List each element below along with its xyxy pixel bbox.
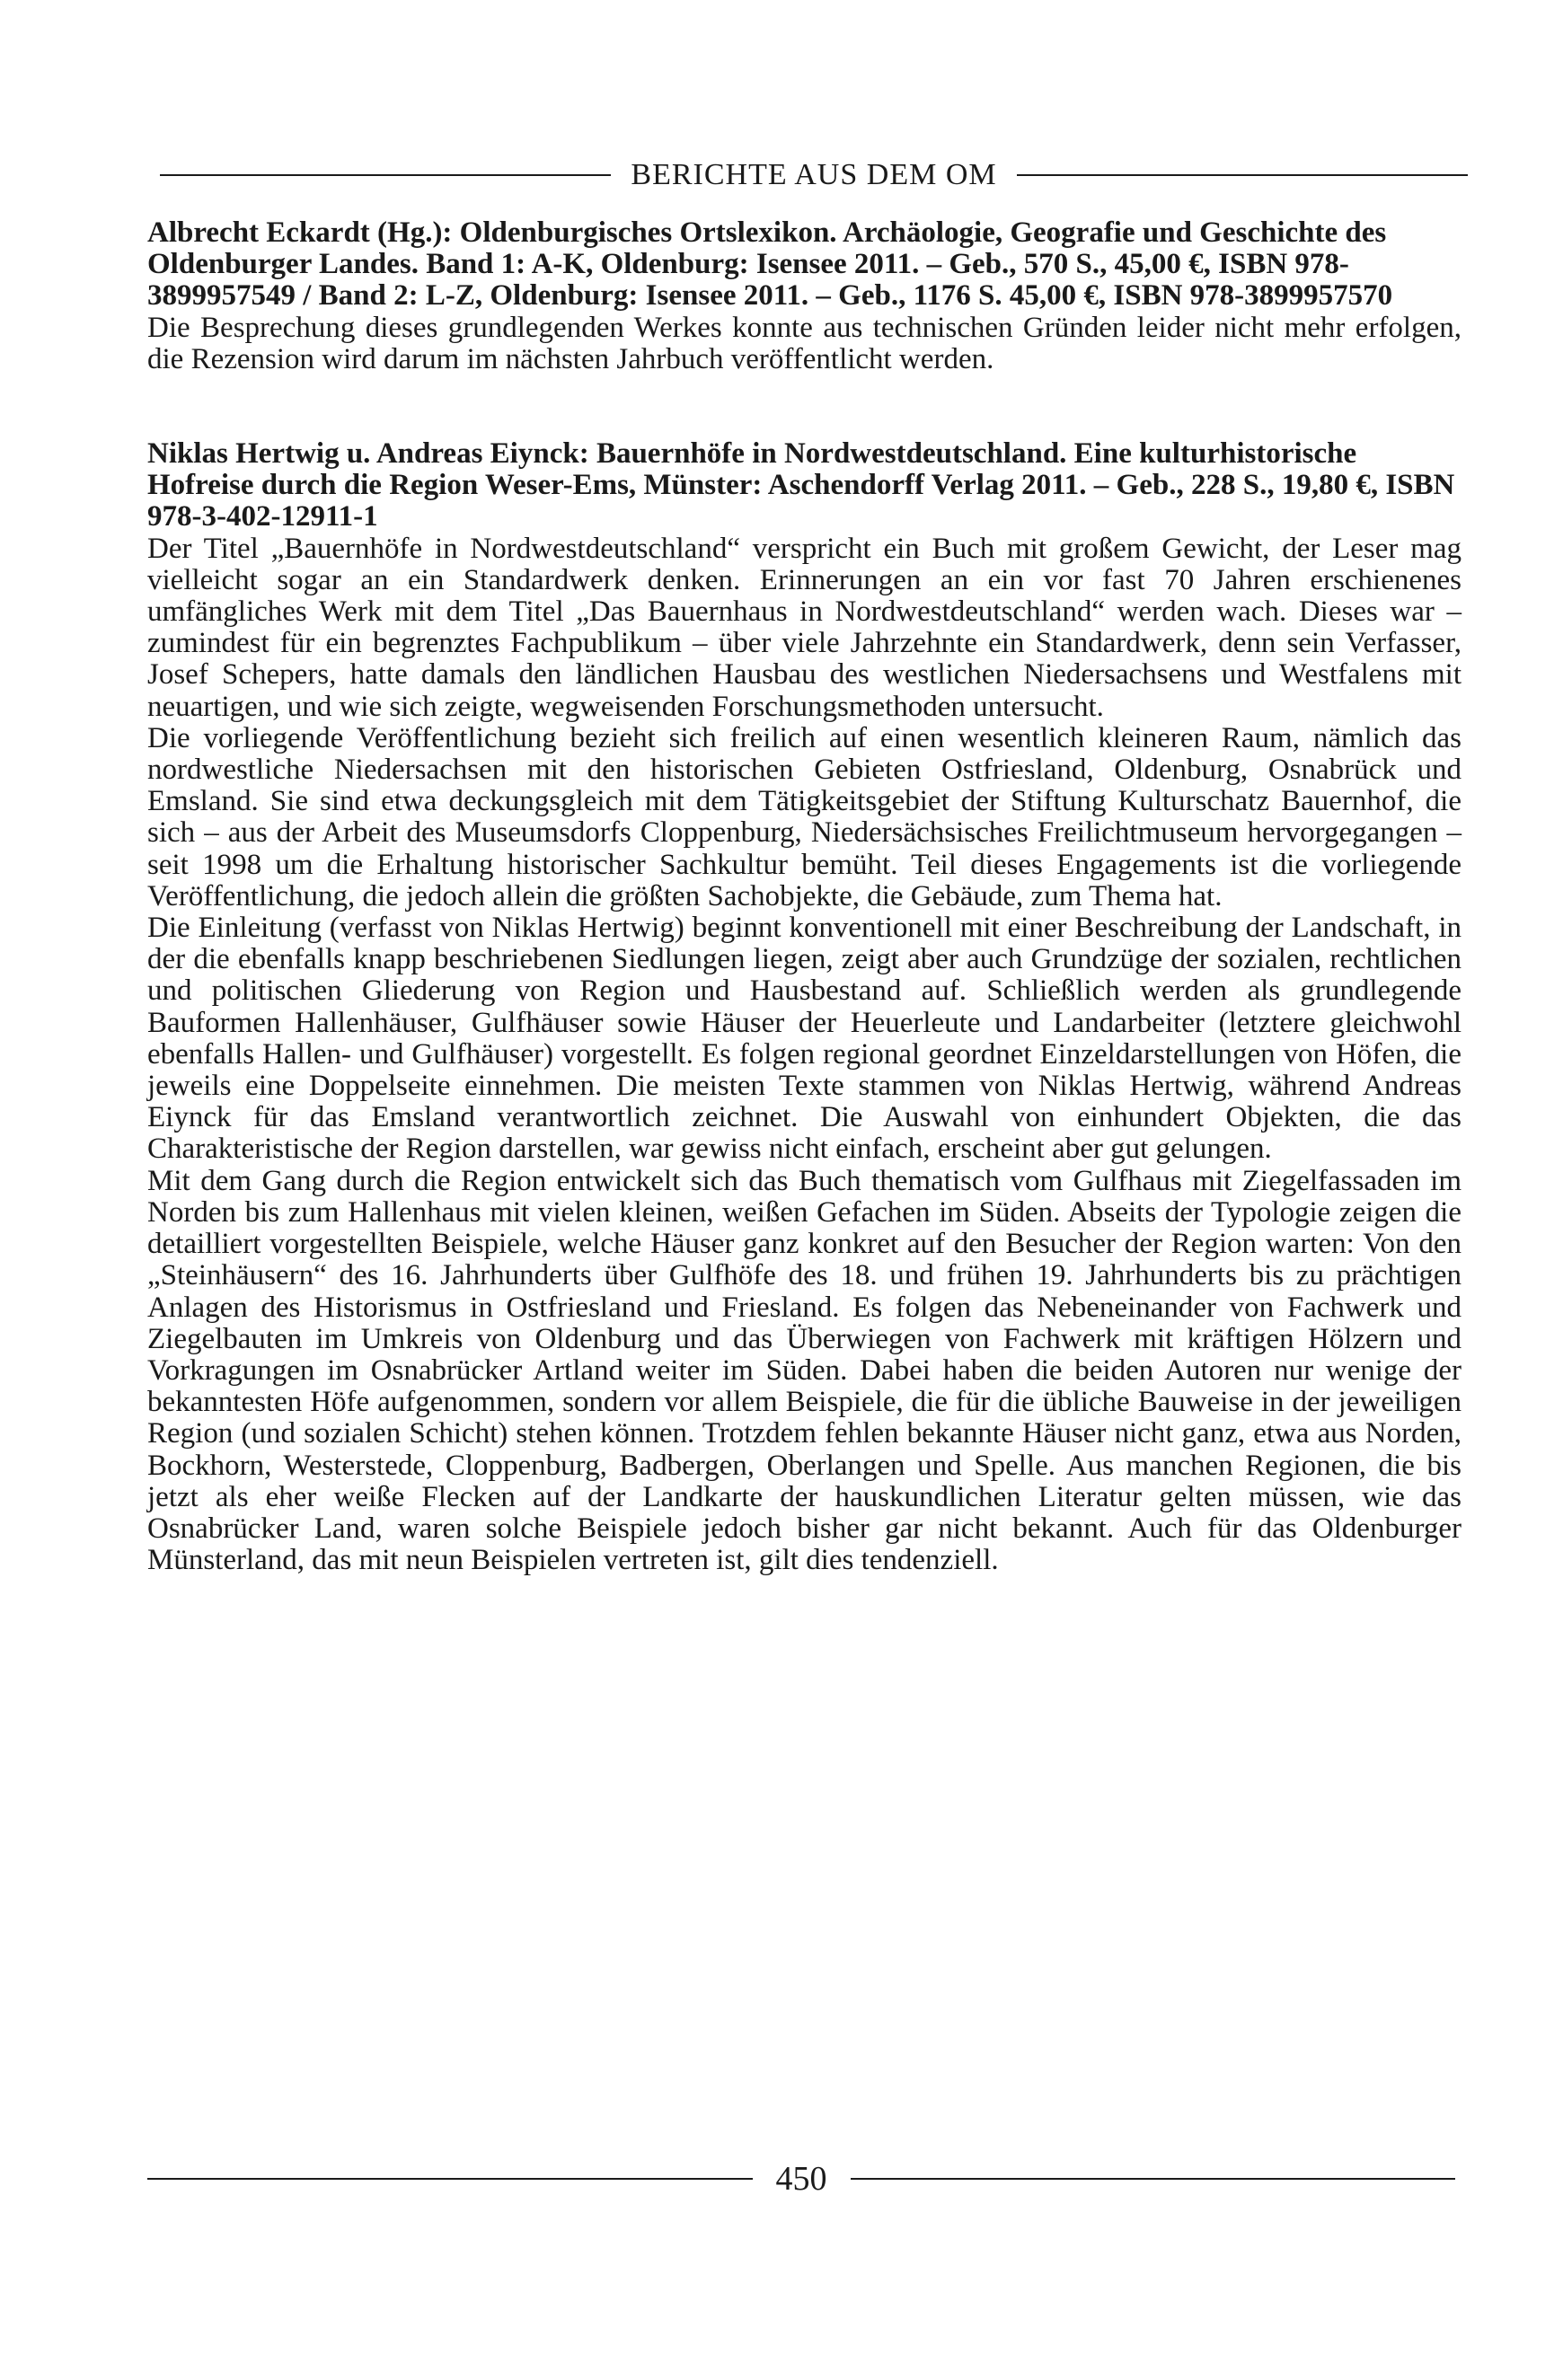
running-title: BERICHTE AUS DEM OM — [631, 158, 997, 191]
running-header — [160, 160, 1468, 190]
review-bibliographic-heading: Albrecht Eckardt (Hg.): Oldenburgisches Ortslexikon. Archäologie, Geografie und Geschichte des Oldenburger Landes. Band 1: A-K, Oldenburg: Isensee 2011. – Geb., 570 S., 45,00 €, ISBN 978-3899957549 / Band 2: L-Z, Oldenburg: Isensee 2011. – Geb., 1176 S. 45,00 €, ISBN 978-3899957570 — [147, 216, 1393, 313]
page-content — [147, 217, 1461, 1576]
review-bibliographic-heading: Niklas Hertwig u. Andreas Eiynck: Bauernhöfe in Nordwestdeutschland. Eine kulturhistorische Hofreise durch die Region Weser-Ems, Münster: Aschendorff Verlag 2011. – Geb., 228 S., 19,80 €, ISBN 978-3-402-12911-1 — [147, 437, 1455, 533]
page-footer — [147, 2162, 1455, 2196]
footer-rule-left — [147, 2178, 753, 2180]
review-paragraph: Die Einleitung (verfasst von Niklas Hertwig) beginnt konventionell mit einer Beschreibung der Landschaft, in der die ebenfalls knapp beschriebenen Siedlungen liegen, zeigt aber auch Grundzüge der sozialen, rechtlichen und politischen Gliederung von Region und Hausbestand auf. Schließlich werden als grundlegende Bauformen Hallenhäuser, Gulfhäuser sowie Häuser der Heuerleute und Landarbeiter (letztere gleichwohl ebenfalls Hallen- und Gulfhäuser) vorgestellt. Es folgen regional geordnet Einzeldarstellungen von Höfen, die jeweils eine Doppelseite einnehmen. Die meisten Texte stammen von Niklas Hertwig, während Andreas Eiynck für das Emsland verantwortlich zeichnet. Die Auswahl von einhundert Objekten, die das Charakteristische der Region darstellen, war gewiss nicht einfach, erscheint aber gut gelungen. — [147, 912, 1461, 1166]
footer-rule-right — [851, 2178, 1456, 2180]
review-ortslexikon — [147, 217, 1461, 375]
header-rule-left — [160, 174, 611, 176]
review-bauernhoefe — [147, 438, 1461, 1576]
review-paragraph: Die vorliegende Veröffentlichung bezieht sich freilich auf einen wesentlich kleineren Raum, nämlich das nordwestliche Niedersachsen mit den historischen Gebieten Ostfriesland, Oldenburg, Osnabrück und Emsland. Sie sind etwa deckungsgleich mit dem Tätigkeitsgebiet der Stiftung Kulturschatz Bauernhof, die sich – aus der Arbeit des Museumsdorfs Cloppenburg, Niedersächsisches Freilichtmuseum hervorgegangen – seit 1998 um die Erhaltung historischer Sachkultur bemüht. Teil dieses Engagements ist die vorliegende Veröffentlichung, die jedoch allein die größten Sachobjekte, die Gebäude, zum Thema hat. — [147, 721, 1461, 912]
review-paragraph: Die Besprechung dieses grundlegenden Werkes konnte aus technischen Gründen leider nicht mehr erfolgen, die Rezension wird darum im nächsten Jahrbuch veröffentlicht werden. — [147, 311, 1461, 375]
review-paragraph: Der Titel „Bauernhöfe in Nordwestdeutschland“ verspricht ein Buch mit großem Gewicht, der Leser mag vielleicht sogar an ein Standardwerk denken. Erinnerungen an ein vor fast 70 Jahren erschienenes umfängliches Werk mit dem Titel „Das Bauernhaus in Nordwestdeutschland“ werden wach. Dieses war – zumindest für ein begrenztes Fachpublikum – über viele Jahrzehnte ein Standardwerk, denn sein Verfasser, Josef Schepers, hatte damals den ländlichen Hausbau des westlichen Niedersachsens und Westfalens mit neuartigen, und wie sich zeigte, wegweisenden Forschungsmethoden untersucht. — [147, 532, 1461, 723]
page-number: 450 — [775, 2160, 827, 2198]
header-rule-right — [1017, 174, 1468, 176]
review-paragraph: Mit dem Gang durch die Region entwickelt sich das Buch thematisch vom Gulfhaus mit Ziegelfassaden im Norden bis zum Hallenhaus mit vielen kleinen, weißen Gefachen im Süden. Abseits der Typologie zeigen die detailliert vorgestellten Beispiele, welche Häuser ganz konkret auf den Besucher der Region warten: Von den „Steinhäusern“ des 16. Jahrhunderts über Gulfhöfe des 18. und frühen 19. Jahrhunderts bis zu prächtigen Anlagen des Historismus in Ostfriesland und Friesland. Es folgen das Nebeneinander von Fachwerk und Ziegelbauten im Umkreis von Oldenburg und das Überwiegen von Fachwerk mit kräftigen Hölzern und Vorkragungen im Osnabrücker Artland weiter im Süden. Dabei haben die beiden Autoren nur wenige der bekanntesten Höfe aufgenommen, sondern vor allem Beispiele, die für die übliche Bauweise in der jeweiligen Region (und sozialen Schicht) stehen können. Trotzdem fehlen bekannte Häuser nicht ganz, etwa aus Norden, Bockhorn, Westerstede, Cloppenburg, Badbergen, Oberlangen und Spelle. Aus manchen Regionen, die bis jetzt als eher weiße Flecken auf der Landkarte der hauskundlichen Literatur gelten müssen, wie das Osnabrücker Land, waren solche Beispiele jedoch bisher gar nicht bekannt. Auch für das Oldenburger Münsterland, das mit neun Beispielen vertreten ist, gilt dies tendenziell. — [147, 1164, 1461, 1577]
